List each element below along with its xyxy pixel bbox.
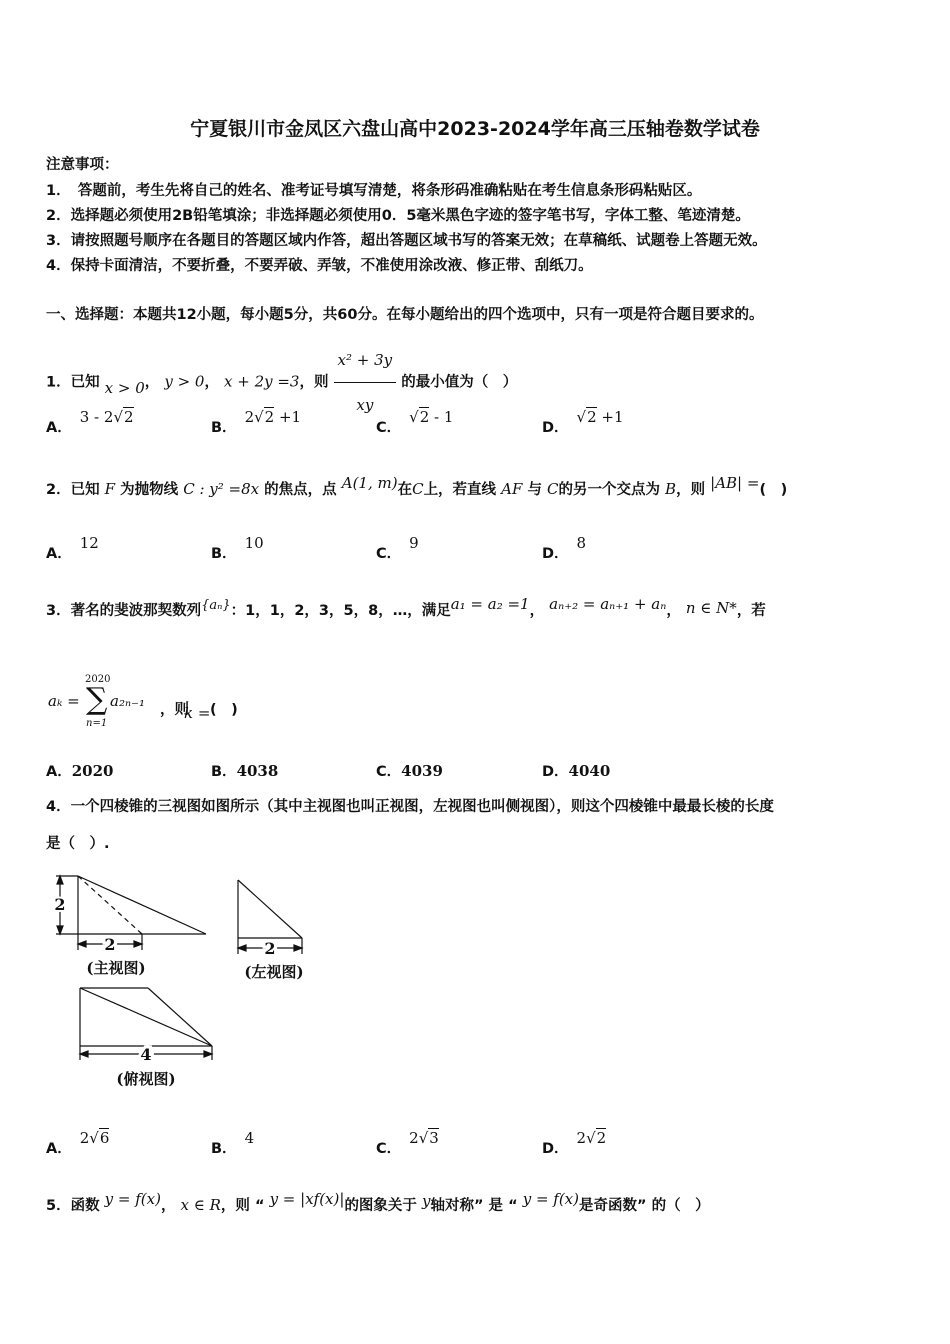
option-label: A． — [46, 420, 72, 436]
q2-option-a[interactable] — [46, 534, 99, 563]
side-caption: (左视图) — [244, 963, 304, 981]
q1-option-a[interactable]: A．3 - 2√2 — [46, 408, 134, 436]
question-5 — [46, 1190, 710, 1215]
q2-line-af: AF — [501, 480, 523, 498]
q3-text: ，则 — [160, 702, 189, 718]
q3-text: 3．著名的斐波那契数列 — [46, 603, 202, 619]
q1-then: ，则 — [299, 374, 329, 391]
option-label: C． — [376, 1141, 402, 1157]
q5-function: y = f(x) — [104, 1190, 161, 1208]
q2-point-b: B — [665, 480, 677, 498]
q2-parabola: C : y² =8x — [183, 480, 260, 498]
q3-text: ， — [666, 603, 681, 619]
option-value: 2 — [244, 408, 255, 426]
option-value: 2020 — [71, 762, 114, 780]
option-value: 2 — [79, 1129, 90, 1147]
q5-axis: y — [422, 1192, 431, 1210]
q4-option-c[interactable]: C．2√3 — [376, 1129, 439, 1157]
q3-text: ，若 — [736, 603, 766, 619]
q2-point-a: A(1, m) — [341, 474, 398, 492]
q5-text: 是奇函数” 的（ ） — [579, 1198, 710, 1214]
page-title: 宁夏银川市金凤区六盘山高中2023-2024学年高三压轴卷数学试卷 — [190, 118, 760, 140]
q3-text: ：1，1，2，3，5，8，…，满足 — [230, 603, 451, 619]
q5-domain: x ∈ R — [180, 1196, 221, 1214]
q2-text: 为抛物线 — [120, 482, 179, 498]
q1-frac-den: xy — [356, 396, 374, 414]
q1-sep: ， — [204, 374, 219, 391]
question-4-line-2: 是（ ）. — [46, 836, 110, 852]
q3-option-a[interactable] — [46, 760, 113, 781]
q2-text: 在 — [397, 482, 413, 498]
option-label: D． — [542, 420, 569, 436]
option-radicand: 3 — [429, 1129, 439, 1147]
q1-suffix: 的最小值为（ ） — [401, 374, 518, 391]
q3-k: k = — [184, 704, 211, 722]
q1-cond-y: y > 0 — [164, 372, 205, 391]
option-value: - 1 — [429, 408, 454, 426]
q3-sum-lhs: aₖ = — [48, 692, 80, 710]
option-value: 4 — [244, 1129, 255, 1147]
q2-curve: C — [547, 480, 559, 498]
notice-item-4: 4．保持卡面清洁，不要折叠，不要弄破、弄皱，不准使用涂改液、修正带、刮纸刀。 — [46, 258, 593, 274]
front-view — [56, 876, 206, 950]
q1-constraint: x + 2y =3 — [224, 372, 300, 391]
option-label: A． — [46, 546, 72, 562]
option-label: B． — [211, 420, 237, 436]
option-radicand: 2 — [124, 408, 134, 426]
option-label: B． — [211, 764, 237, 780]
q3-sum-lower: n=1 — [86, 718, 108, 729]
option-label: C． — [376, 420, 402, 436]
q3-sum-term: a₂ₙ₋₁ — [110, 692, 145, 710]
option-radicand: 2 — [264, 408, 275, 426]
q2-text: 的焦点，点 — [264, 482, 337, 498]
option-value: 4039 — [401, 762, 443, 780]
q1-fraction — [334, 338, 397, 427]
q2-text: ( ) — [759, 482, 788, 498]
option-radicand: 2 — [419, 408, 430, 426]
q3-option-d[interactable] — [542, 760, 610, 781]
front-height-label: 2 — [54, 895, 66, 914]
option-value: 2 — [409, 1129, 419, 1147]
q5-text: 5．函数 — [46, 1198, 100, 1214]
q2-option-b[interactable] — [211, 534, 264, 563]
q2-length-ab: |AB| = — [710, 474, 760, 492]
q3-condition-1: a₁ = a₂ =1 — [450, 595, 530, 613]
option-value: 12 — [79, 534, 99, 552]
q1-option-c[interactable]: C．√2 - 1 — [376, 408, 454, 436]
question-3 — [46, 595, 766, 620]
q1-frac-num: x² + 3y — [334, 338, 397, 383]
q2-text: 2．已知 — [46, 482, 100, 498]
notice-item-1: 1． 答题前，考生先将自己的姓名、准考证号填写清楚，将条形码准确粘贴在考生信息条形码粘贴区。 — [46, 183, 702, 199]
notice-heading: 注意事项： — [46, 157, 119, 173]
q4-option-b[interactable] — [211, 1129, 255, 1158]
q2-option-c[interactable] — [376, 534, 419, 563]
three-view-figure — [50, 868, 330, 1098]
option-value: 4038 — [236, 762, 279, 780]
q1-option-b[interactable]: B．2√2 +1 — [211, 408, 302, 436]
option-label: D． — [542, 546, 569, 562]
option-value: 8 — [576, 534, 587, 552]
option-radicand: 6 — [99, 1129, 110, 1147]
q3-option-c[interactable] — [376, 760, 443, 781]
option-value: +1 — [274, 408, 302, 426]
q5-text: 轴对称” 是 “ — [430, 1198, 518, 1214]
q2-option-d[interactable] — [542, 534, 587, 563]
q1-sep: ， — [144, 374, 160, 391]
option-label: A． — [46, 764, 72, 780]
option-radicand: 2 — [587, 408, 597, 426]
q2-focus: F — [104, 480, 116, 498]
option-label: D． — [542, 764, 569, 780]
option-label: C． — [376, 546, 402, 562]
top-caption: (俯视图) — [116, 1070, 176, 1088]
q2-text: 上，若直线 — [423, 482, 497, 498]
q5-text: ，则 “ — [220, 1198, 265, 1214]
option-value: 10 — [244, 534, 264, 552]
option-value: 3 - 2 — [79, 408, 114, 426]
notice-item-3: 3．请按照题号顺序在各题目的答题区域内作答，超出答题区域书写的答案无效；在草稿纸、试题卷上答题无效。 — [46, 233, 767, 249]
sigma-icon: ∑ — [86, 682, 108, 717]
q5-text: ， — [160, 1198, 176, 1214]
option-label: B． — [211, 1141, 237, 1157]
option-value: 9 — [409, 534, 419, 552]
option-label: D． — [542, 1141, 569, 1157]
option-value: 4040 — [568, 762, 611, 780]
q3-condition-3: n ∈ N* — [685, 599, 737, 617]
q5-abs-function: y = |xf(x)| — [269, 1190, 345, 1208]
question-2 — [46, 474, 788, 499]
top-width-label: 4 — [140, 1045, 152, 1064]
option-label: B． — [211, 546, 237, 562]
q2-text: ，则 — [676, 482, 706, 498]
front-caption: (主视图) — [86, 959, 146, 977]
option-label: C． — [376, 764, 402, 780]
q1-option-d[interactable]: D．√2 +1 — [542, 408, 624, 436]
option-value: +1 — [596, 408, 624, 426]
q2-text: 与 — [527, 482, 542, 498]
side-width-label: 2 — [264, 939, 276, 958]
section-heading: 一、选择题：本题共12小题，每小题5分，共60分。在每小题给出的四个选项中，只有一项是符合题目要求的。 — [46, 307, 764, 323]
option-label: A． — [46, 1141, 72, 1157]
q2-text: 的另一个交点为 — [558, 482, 660, 498]
notice-item-2: 2．选择题必须使用2B铅笔填涂；非选择题必须使用0．5毫米黑色字迹的签字笔书写，字体工整、笔迹清楚。 — [46, 208, 750, 224]
q3-sequence: {aₙ} — [201, 598, 231, 613]
q1-cond-x: x > 0 — [104, 378, 145, 397]
q5-text: 的图象关于 — [344, 1198, 417, 1214]
option-value: 2 — [576, 1129, 587, 1147]
q3-text: ( ) — [210, 702, 238, 718]
q4-option-d[interactable]: D．2√2 — [542, 1129, 607, 1157]
option-radicand: 2 — [596, 1129, 607, 1147]
q3-sum-upper: 2020 — [85, 674, 111, 685]
q3-text: ， — [529, 603, 545, 619]
q4-option-a[interactable]: A．2√6 — [46, 1129, 110, 1157]
q5-function: y = f(x) — [522, 1190, 579, 1208]
q3-option-b[interactable] — [211, 760, 278, 781]
q1-prefix: 1．已知 — [46, 374, 100, 391]
q2-curve: C — [412, 480, 424, 498]
front-width-label: 2 — [104, 935, 116, 954]
q3-condition-2: aₙ₊₂ = aₙ₊₁ + aₙ — [549, 595, 667, 613]
question-4-line-1: 4．一个四棱锥的三视图如图所示（其中主视图也叫正视图，左视图也叫侧视图），则这个四棱锥中最最长棱的长度 — [46, 799, 774, 815]
